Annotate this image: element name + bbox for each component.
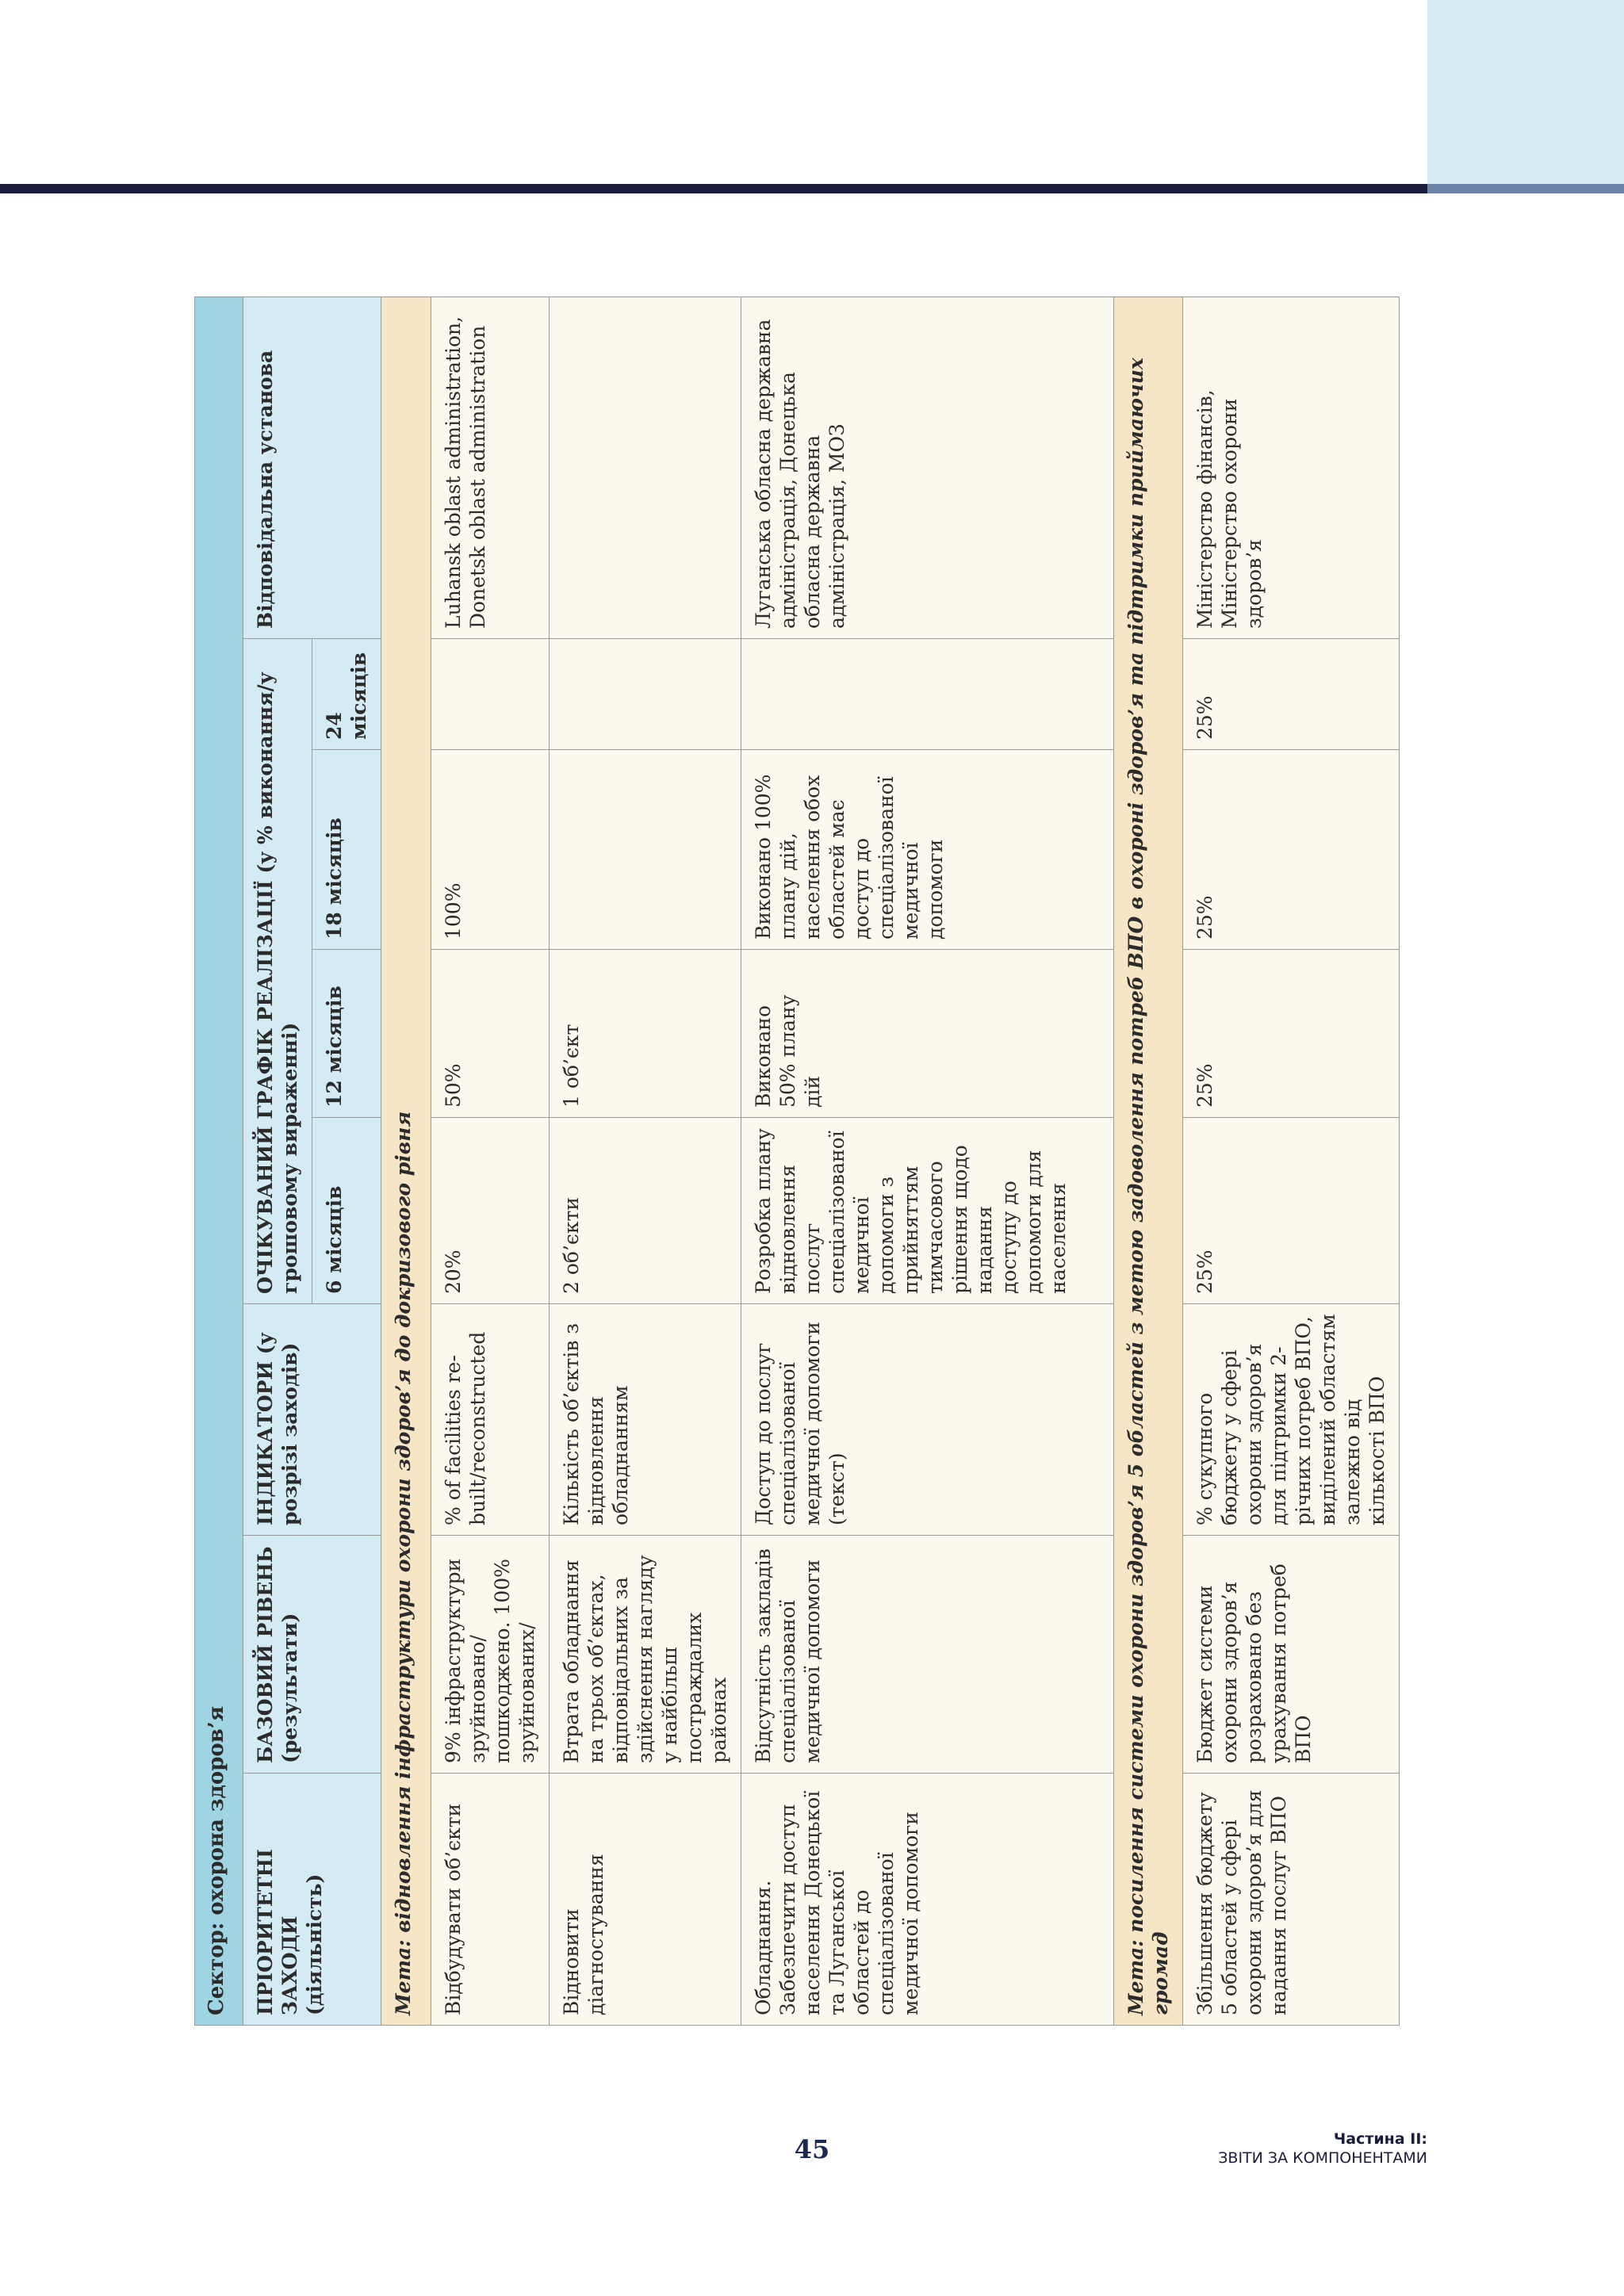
cell-baseline: Відсутність закладів спеціалізованої медичної допомоги <box>741 1536 1114 1774</box>
goal-label: Мета: <box>1124 1939 1147 2015</box>
cell-24-months: 25% <box>1183 639 1400 750</box>
header-schedule: ОЧІКУВАНИЙ ГРАФІК РЕАЛІЗАЦІЇ (у % виконання/у грошовому вираженні) <box>243 639 312 1304</box>
header-rule-accent <box>1427 184 1624 193</box>
cell-6-months: Розробка плану відновлення послуг спеціалізованої медичної допомоги з прийняттям тимчасового рішення щодо надання доступу до допомоги для населення <box>741 1118 1114 1304</box>
header-6-months: 6 місяців <box>312 1118 381 1304</box>
goal-text: відновлення інфраструктури охорони здоров’я до докризового рівня <box>392 1111 415 1940</box>
cell-responsible: Луганська обласна державна адміністрація, Донецька обласна державна адміністрація, МОЗ <box>741 297 1114 638</box>
health-sector-table <box>194 297 1400 2026</box>
header-indicators: ІНДИКАТОРИ (у розрізі заходів) <box>243 1304 381 1536</box>
table-row <box>1183 297 1400 2025</box>
goal-row-2 <box>1114 297 1183 2025</box>
cell-baseline: Втрата обладнання на трьох об’єктах, відповідальних за здійснення нагляду у найбільш постраждалих районах <box>550 1536 741 1774</box>
cell-24-months <box>431 639 550 750</box>
cell-responsible: Luhansk oblast administration, Donetsk oblast administration <box>431 297 550 638</box>
rotated-table <box>194 297 1388 2026</box>
rotated-table-frame <box>194 297 1388 2026</box>
cell-indicator: Доступ до послуг спеціалізованої медичної допомоги (текст) <box>741 1304 1114 1536</box>
cell-12-months: 1 об’єкт <box>550 950 741 1118</box>
header-12-months: 12 місяців <box>312 950 381 1118</box>
cell-indicator: Кількість об’єктів з відновлення обладнанням <box>550 1304 741 1536</box>
table-row <box>550 297 741 2025</box>
header-rule <box>0 184 1427 193</box>
header-priority: ПРІОРИТЕТНІ ЗАХОДИ (діяльність) <box>243 1774 381 2026</box>
goal-text: посилення системи охорони здоров’я 5 областей з метою задоволення потреб ВПО в охороні здоров’я та підтримки приймаючих громад <box>1124 358 1172 2015</box>
sector-title: Сектор: охорона здоров’я <box>195 297 243 2025</box>
cell-6-months: 20% <box>431 1118 550 1304</box>
part-label <box>1218 2130 1427 2168</box>
cell-12-months: 50% <box>431 950 550 1118</box>
cell-indicator: % сукупного бюджету у сфері охорони здоров’я для підтримки 2-річних потреб ВПО, виділений областям залежно від кількості ВПО <box>1183 1304 1400 1536</box>
cell-18-months: 100% <box>431 750 550 950</box>
cell-priority: Відбудувати об’єкти <box>431 1774 550 2026</box>
header-18-months: 18 місяців <box>312 750 381 950</box>
cell-responsible: Міністерство фінансів, Міністерство охорони здоров’я <box>1183 297 1400 638</box>
page-number: 45 <box>794 2134 830 2164</box>
cell-priority: Обладнання. Забезпечити доступ населення Донецької та Луганської областей до спеціалізованої медичної допомоги <box>741 1774 1114 2026</box>
cell-24-months <box>741 639 1114 750</box>
cell-baseline: 9% інфраструктури зруйновано/ пошкоджено. 100% зруйнованих/ <box>431 1536 550 1774</box>
part-label-subtitle: ЗВІТИ ЗА КОМПОНЕНТАМИ <box>1218 2149 1427 2167</box>
table-row <box>431 297 550 2025</box>
header-baseline: БАЗОВИЙ РІВЕНЬ (результати) <box>243 1536 381 1774</box>
cell-indicator: % of facilities re-built/reconstructed <box>431 1304 550 1536</box>
cell-priority: Збільшення бюджету 5 областей у сфері охорони здоров’я для надання послуг ВПО <box>1183 1774 1400 2026</box>
cell-18-months: Виконано 100% плану дій, населення обох областей має доступ до спеціалізованої медичної допомоги <box>741 750 1114 950</box>
cell-responsible <box>550 297 741 638</box>
cell-12-months: 25% <box>1183 950 1400 1118</box>
table-row <box>741 297 1114 2025</box>
cell-6-months: 2 об’єкти <box>550 1118 741 1304</box>
header-24-months: 24 місяців <box>312 639 381 750</box>
goal-row-1 <box>381 297 431 2025</box>
cell-12-months: Виконано 50% плану дій <box>741 950 1114 1118</box>
cell-18-months: 25% <box>1183 750 1400 950</box>
cell-18-months <box>550 750 741 950</box>
cell-6-months: 25% <box>1183 1118 1400 1304</box>
part-label-title: Частина ІІ: <box>1333 2130 1427 2148</box>
header-responsible: Відповідальна установа <box>243 297 381 638</box>
cell-baseline: Бюджет системи охорони здоров’я розраховано без урахування потреб ВПО <box>1183 1536 1400 1774</box>
corner-color-block <box>1427 0 1624 184</box>
goal-label: Мета: <box>392 1939 415 2015</box>
cell-priority: Відновити діагностування <box>550 1774 741 2026</box>
cell-24-months <box>550 639 741 750</box>
